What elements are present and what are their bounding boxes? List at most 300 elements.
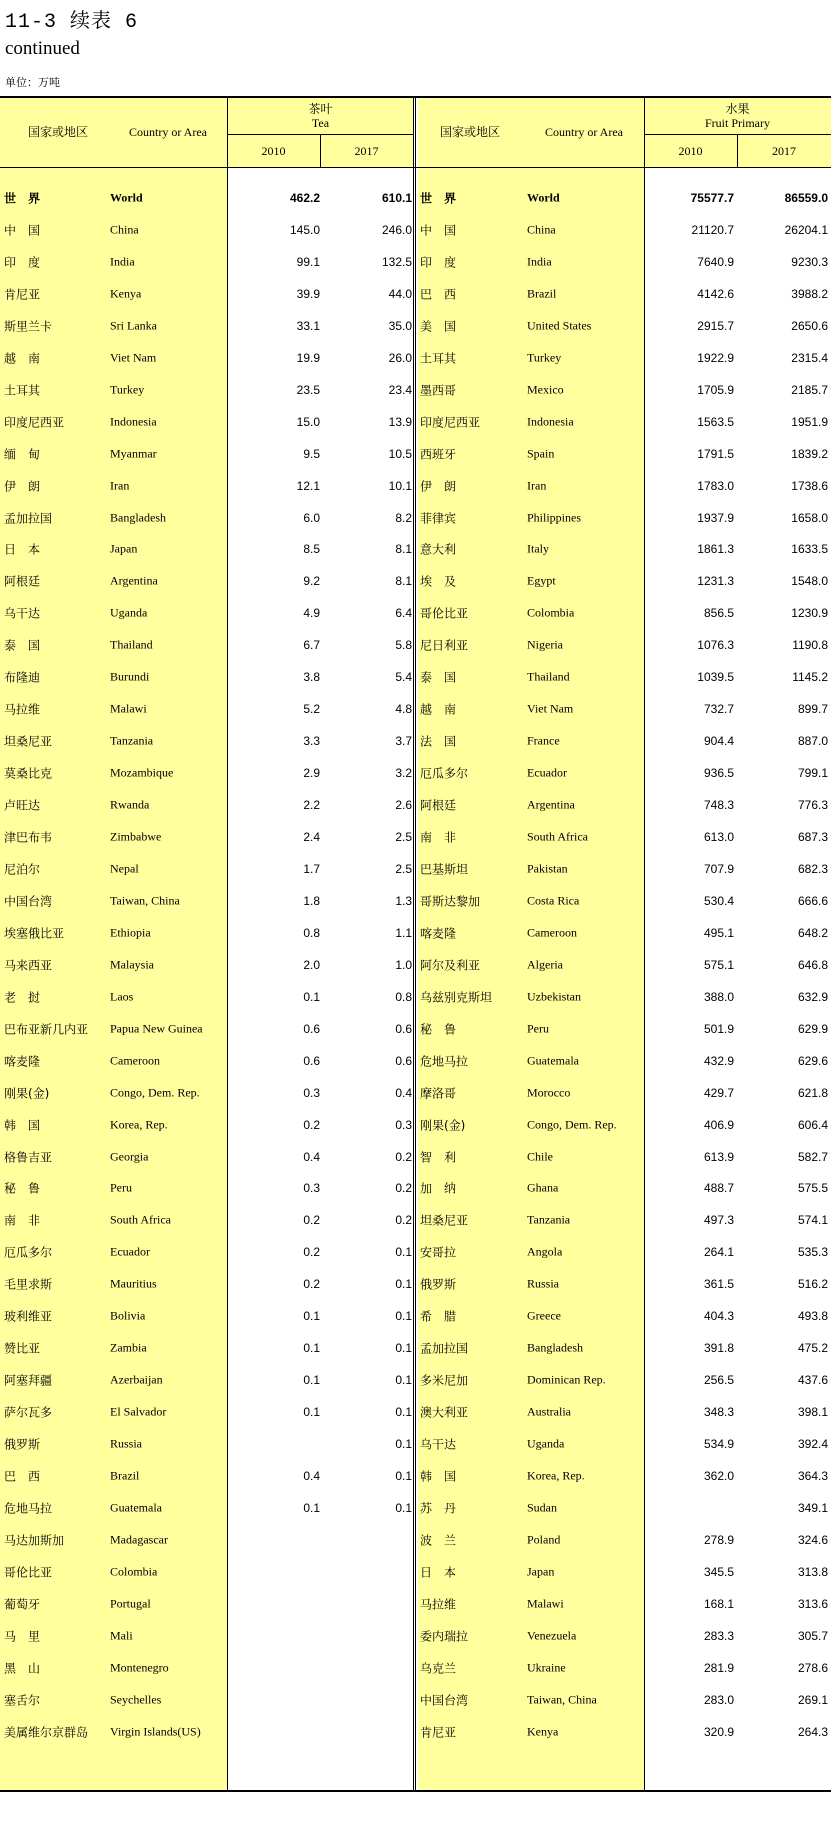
table-row: [0, 853, 831, 885]
fruit-country-en: Turkey: [527, 350, 562, 365]
fruit-country-en: Cameroon: [527, 925, 577, 940]
tea-country-cn: 乌干达: [4, 606, 41, 621]
fruit-value-2010: 495.1: [703, 925, 734, 940]
tea-value-2017: 0.6: [395, 1021, 412, 1036]
fruit-value-2017: 632.9: [797, 989, 828, 1004]
tea-value-2010: 39.9: [296, 286, 320, 301]
tea-country-en: Georgia: [110, 1149, 149, 1163]
tea-country-en: Sri Lanka: [110, 318, 157, 333]
fruit-country-cn: 埃 及: [420, 574, 457, 589]
table-row: [0, 406, 831, 438]
fruit-country-en: France: [527, 733, 560, 748]
tea-country-en: Montenegro: [110, 1660, 169, 1675]
tea-country-en: Thailand: [110, 637, 153, 652]
fruit-country-en: Congo, Dem. Rep.: [527, 1117, 617, 1132]
tea-country-en: Virgin Islands(US): [110, 1724, 201, 1739]
tea-value-2017: 10.5: [388, 446, 412, 461]
fruit-country-cn: 委内瑞拉: [420, 1629, 469, 1644]
table-row: [0, 1652, 831, 1684]
header-fruit-2010: 2010: [678, 144, 703, 158]
tea-country-cn: 伊 朗: [4, 479, 41, 494]
fruit-value-2010: 264.1: [703, 1245, 734, 1260]
fruit-value-2010: 7640.9: [697, 254, 734, 269]
tea-value-2017: 0.1: [395, 1500, 412, 1515]
fruit-value-2010: 432.9: [703, 1053, 734, 1068]
tea-country-cn: 坦桑尼亚: [4, 734, 53, 749]
table-row: [0, 310, 831, 342]
tea-value-2010: 9.2: [303, 574, 320, 589]
tea-country-cn: 阿塞拜疆: [4, 1373, 53, 1388]
tea-country-cn: 俄罗斯: [4, 1437, 41, 1452]
fruit-value-2010: 1076.3: [697, 638, 734, 653]
fruit-country-cn: 巴 西: [420, 287, 457, 302]
fruit-value-2010: 936.5: [703, 766, 734, 781]
header-en-country-right: Country or Area: [545, 125, 623, 139]
fruit-value-2017: 9230.3: [791, 254, 828, 269]
fruit-value-2010: 2915.7: [697, 318, 734, 333]
tea-value-2017: 0.1: [395, 1277, 412, 1292]
fruit-country-en: Ghana: [527, 1180, 559, 1195]
fruit-value-2017: 86559.0: [784, 191, 828, 205]
tea-country-en: Zimbabwe: [110, 829, 162, 844]
table-row: [0, 1172, 831, 1204]
tea-country-cn: 美属维尔京群岛: [4, 1725, 89, 1740]
header-tea-cn: 茶叶: [308, 102, 333, 116]
fruit-country-cn: 意大利: [420, 542, 457, 557]
fruit-value-2010: 406.9: [703, 1117, 734, 1132]
tea-country-en: Brazil: [110, 1468, 140, 1483]
fruit-country-cn: 希 腊: [420, 1309, 457, 1324]
fruit-value-2017: 776.3: [797, 798, 828, 813]
fruit-value-2017: 264.3: [797, 1724, 828, 1739]
table-row: [0, 597, 831, 629]
tea-country-en: Azerbaijan: [110, 1372, 163, 1387]
fruit-value-2017: 516.2: [797, 1277, 828, 1292]
tea-country-en: Ethiopia: [110, 925, 151, 940]
fruit-value-2017: 2185.7: [791, 382, 828, 397]
fruit-value-2017: 582.7: [797, 1149, 828, 1164]
fruit-country-cn: 肯尼亚: [420, 1725, 457, 1740]
fruit-country-cn: 阿尔及利亚: [420, 958, 481, 973]
tea-value-2017: 0.2: [395, 1181, 412, 1196]
fruit-value-2010: 1922.9: [697, 350, 734, 365]
fruit-country-en: Poland: [527, 1532, 561, 1547]
tea-country-cn: 布隆迪: [4, 670, 41, 685]
tea-country-cn: 尼泊尔: [4, 862, 41, 877]
fruit-value-2010: 21120.7: [691, 222, 734, 237]
fruit-country-en: Uzbekistan: [527, 989, 581, 1004]
tea-value-2010: 2.9: [303, 766, 320, 781]
tea-value-2017: 35.0: [388, 318, 412, 333]
tea-value-2017: 246.0: [381, 222, 412, 237]
fruit-value-2017: 26204.1: [784, 222, 828, 237]
fruit-value-2017: 1951.9: [791, 414, 828, 429]
tea-value-2010: 0.3: [303, 1085, 320, 1100]
fruit-value-2010: 348.3: [703, 1405, 734, 1420]
fruit-country-cn: 菲律宾: [420, 511, 457, 525]
fruit-country-en: Peru: [527, 1021, 549, 1036]
tea-country-cn: 刚果(金): [4, 1086, 50, 1101]
tea-value-2017: 23.4: [388, 382, 412, 397]
tea-country-cn: 孟加拉国: [4, 511, 53, 525]
table-row: [0, 182, 831, 214]
fruit-country-en: Colombia: [527, 605, 575, 620]
fruit-value-2017: 1145.2: [792, 670, 828, 685]
table-row: [0, 1204, 831, 1236]
fruit-value-2010: 404.3: [703, 1309, 734, 1324]
tea-value-2010: 1.7: [303, 861, 320, 876]
tea-value-2010: 19.9: [296, 350, 320, 365]
tea-value-2010: 5.2: [303, 702, 320, 717]
tea-value-2010: 0.4: [303, 1149, 320, 1164]
fruit-country-en: World: [527, 190, 560, 205]
fruit-country-en: Egypt: [527, 573, 556, 588]
table-row: [0, 1556, 831, 1588]
tea-value-2017: 1.3: [395, 893, 412, 908]
fruit-country-cn: 苏 丹: [420, 1501, 457, 1516]
fruit-value-2010: 1861.3: [697, 542, 734, 557]
fruit-country-cn: 马拉维: [420, 1597, 457, 1612]
table-row: [0, 342, 831, 374]
fruit-value-2017: 621.8: [797, 1085, 828, 1100]
tea-country-en: Seychelles: [110, 1692, 162, 1707]
tea-country-cn: 喀麦隆: [4, 1054, 41, 1069]
tea-value-2010: 9.5: [303, 446, 320, 461]
table-row: [0, 1620, 831, 1652]
fruit-value-2010: 1783.0: [697, 478, 734, 493]
fruit-value-2017: 887.0: [797, 734, 828, 749]
tea-country-cn: 巴 西: [4, 1469, 41, 1484]
fruit-country-cn: 南 非: [420, 830, 457, 845]
table-row: [0, 374, 831, 406]
tea-value-2017: 0.1: [395, 1437, 412, 1452]
table-row: [0, 885, 831, 917]
tea-value-2010: 1.8: [303, 893, 320, 908]
table-row: [0, 725, 831, 757]
fruit-value-2010: 1563.5: [697, 414, 734, 429]
tea-value-2010: 0.1: [303, 1309, 320, 1324]
tea-country-cn: 葡萄牙: [4, 1597, 41, 1612]
tea-country-cn: 南 非: [4, 1213, 41, 1228]
header-fruit-en: Fruit Primary: [705, 116, 770, 130]
fruit-value-2010: 391.8: [703, 1341, 734, 1356]
tea-value-2017: 5.4: [395, 670, 412, 685]
fruit-value-2017: 1658.0: [791, 510, 828, 525]
tea-country-en: Taiwan, China: [110, 893, 180, 908]
tea-country-en: Zambia: [110, 1340, 147, 1355]
tea-country-cn: 印 度: [4, 255, 41, 270]
tea-country-cn: 斯里兰卡: [4, 319, 53, 334]
tea-value-2010: 0.3: [303, 1181, 320, 1196]
fruit-country-en: Argentina: [527, 797, 575, 812]
tea-value-2017: 5.8: [395, 638, 412, 653]
tea-country-en: South Africa: [110, 1212, 171, 1227]
tea-value-2010: 0.1: [303, 1500, 320, 1515]
fruit-value-2017: 1738.6: [791, 478, 828, 493]
fruit-value-2017: 269.1: [797, 1692, 828, 1707]
tea-country-en: Iran: [110, 478, 130, 493]
tea-value-2017: 44.0: [388, 286, 412, 301]
tea-country-cn: 马达加斯加: [4, 1533, 65, 1548]
fruit-country-en: Guatemala: [527, 1053, 579, 1068]
fruit-country-en: Viet Nam: [527, 701, 574, 716]
fruit-value-2010: 256.5: [703, 1373, 734, 1388]
tea-country-cn: 印度尼西亚: [4, 415, 65, 430]
fruit-country-en: Kenya: [527, 1724, 559, 1739]
tea-value-2017: 13.9: [388, 414, 412, 429]
table-row: [0, 757, 831, 789]
fruit-country-en: China: [527, 222, 556, 237]
tea-country-cn: 世 界: [4, 191, 41, 206]
fruit-value-2010: 1937.9: [697, 510, 734, 525]
fruit-country-cn: 刚果(金): [420, 1118, 466, 1133]
fruit-country-en: Brazil: [527, 286, 557, 301]
tea-country-en: China: [110, 222, 139, 237]
fruit-country-en: Bangladesh: [527, 1340, 583, 1355]
fruit-country-cn: 摩洛哥: [420, 1086, 457, 1101]
fruit-country-cn: 哥斯达黎加: [420, 894, 481, 909]
tea-country-en: Turkey: [110, 382, 145, 397]
fruit-country-en: Morocco: [527, 1085, 571, 1100]
fruit-country-en: Angola: [527, 1244, 563, 1259]
fruit-value-2010: 168.1: [703, 1596, 734, 1611]
fruit-value-2017: 1190.8: [792, 638, 828, 653]
fruit-country-en: Australia: [527, 1404, 571, 1419]
fruit-country-en: Russia: [527, 1276, 560, 1291]
tea-value-2017: 132.5: [381, 254, 412, 269]
fruit-value-2010: 707.9: [703, 861, 734, 876]
table-row: [0, 661, 831, 693]
fruit-country-en: Pakistan: [527, 861, 568, 876]
tea-country-cn: 缅 甸: [4, 447, 41, 462]
tea-value-2010: 0.1: [303, 1341, 320, 1356]
tea-value-2010: 0.1: [303, 1405, 320, 1420]
table-row: [0, 246, 831, 278]
tea-value-2017: 0.2: [395, 1149, 412, 1164]
fruit-country-en: Malawi: [527, 1596, 564, 1611]
fruit-value-2017: 666.6: [797, 893, 828, 908]
table-row: [0, 1077, 831, 1109]
fruit-country-en: India: [527, 254, 552, 269]
tea-value-2010: 4.9: [303, 606, 320, 621]
fruit-value-2010: 530.4: [703, 893, 734, 908]
tea-value-2017: 3.7: [395, 734, 412, 749]
header-cn-country-right: 国家或地区: [439, 125, 500, 139]
tea-country-en: Rwanda: [110, 797, 150, 812]
fruit-country-cn: 韩 国: [420, 1469, 457, 1484]
fruit-country-cn: 泰 国: [420, 670, 457, 685]
table-row: [0, 533, 831, 565]
tea-country-en: Mali: [110, 1628, 133, 1643]
fruit-country-cn: 中国台湾: [420, 1693, 469, 1708]
tea-country-cn: 哥伦比亚: [4, 1565, 53, 1580]
fruit-country-cn: 乌干达: [420, 1437, 457, 1452]
tea-value-2017: 3.2: [395, 766, 412, 781]
tea-value-2010: 0.1: [303, 1373, 320, 1388]
fruit-value-2017: 398.1: [797, 1405, 828, 1420]
fruit-country-cn: 智 利: [420, 1150, 457, 1164]
tea-country-en: El Salvador: [110, 1404, 167, 1419]
tea-value-2010: 99.1: [296, 254, 320, 269]
table-row: [0, 1684, 831, 1716]
tea-value-2017: 2.5: [395, 830, 412, 844]
tea-country-en: Mauritius: [110, 1276, 157, 1291]
fruit-country-en: Venezuela: [527, 1628, 577, 1643]
table-row: [0, 1396, 831, 1428]
tea-country-en: Malaysia: [110, 957, 154, 972]
fruit-country-cn: 巴基斯坦: [420, 862, 469, 877]
unit-label: 单位：万吨: [5, 76, 60, 89]
fruit-value-2017: 364.3: [797, 1469, 828, 1483]
tea-country-cn: 埃塞俄比亚: [4, 926, 65, 941]
fruit-country-en: South Africa: [527, 829, 588, 844]
fruit-value-2010: 283.0: [703, 1692, 734, 1707]
tea-country-cn: 巴布亚新几内亚: [4, 1022, 89, 1037]
fruit-value-2010: 748.3: [703, 798, 734, 813]
tea-country-en: Peru: [110, 1180, 132, 1195]
tea-country-en: World: [110, 190, 143, 205]
fruit-value-2010: 388.0: [703, 989, 734, 1004]
tea-country-cn: 危地马拉: [4, 1501, 53, 1516]
fruit-country-en: Korea, Rep.: [527, 1468, 585, 1483]
tea-value-2010: 0.2: [303, 1117, 320, 1132]
fruit-value-2010: 732.7: [703, 702, 734, 717]
tea-country-en: Papua New Guinea: [110, 1021, 203, 1036]
fruit-country-cn: 安哥拉: [420, 1245, 457, 1260]
tea-country-en: Colombia: [110, 1564, 158, 1579]
tea-value-2010: 2.4: [303, 830, 320, 844]
fruit-value-2010: 1039.5: [697, 670, 734, 685]
tea-country-en: Congo, Dem. Rep.: [110, 1085, 200, 1100]
header-fruit-2017: 2017: [772, 144, 796, 158]
fruit-country-cn: 孟加拉国: [420, 1341, 469, 1356]
fruit-country-cn: 哥伦比亚: [420, 606, 469, 621]
continued-subtitle: continued: [5, 38, 80, 59]
tea-country-cn: 格鲁吉亚: [4, 1150, 53, 1164]
tea-country-en: Portugal: [110, 1596, 151, 1611]
fruit-value-2017: 646.8: [797, 957, 828, 972]
tea-value-2017: 0.1: [395, 1309, 412, 1324]
fruit-country-en: Indonesia: [527, 414, 574, 429]
fruit-country-cn: 世 界: [420, 191, 457, 206]
fruit-country-cn: 乌兹别克斯坦: [420, 990, 493, 1005]
fruit-country-en: Chile: [527, 1149, 553, 1163]
tea-value-2017: 1.1: [395, 925, 412, 940]
tea-country-cn: 卢旺达: [4, 798, 41, 813]
fruit-country-en: United States: [527, 318, 592, 333]
tea-value-2010: 0.8: [303, 925, 320, 940]
fruit-value-2017: 648.2: [797, 925, 828, 940]
tea-country-en: Cameroon: [110, 1053, 160, 1068]
fruit-value-2010: 362.0: [703, 1469, 734, 1483]
fruit-country-cn: 法 国: [420, 734, 457, 749]
fruit-value-2017: 1839.2: [791, 446, 828, 461]
table-row: [0, 1332, 831, 1364]
tea-value-2017: 8.1: [395, 574, 412, 589]
fruit-country-cn: 秘 鲁: [420, 1022, 457, 1037]
table-number-title: 11-3 续表 6: [5, 11, 139, 34]
fruit-country-cn: 伊 朗: [420, 479, 457, 494]
tea-country-en: Argentina: [110, 573, 158, 588]
tea-country-cn: 萨尔瓦多: [4, 1405, 53, 1420]
fruit-value-2010: 904.4: [703, 734, 734, 749]
tea-country-cn: 厄瓜多尔: [4, 1245, 53, 1260]
fruit-value-2017: 682.3: [797, 861, 828, 876]
fruit-country-en: Taiwan, China: [527, 1692, 597, 1707]
tea-value-2017: 0.6: [395, 1053, 412, 1068]
fruit-country-cn: 多米尼加: [420, 1373, 469, 1388]
tea-country-cn: 黑 山: [4, 1661, 41, 1676]
fruit-country-en: Philippines: [527, 510, 582, 524]
fruit-country-en: Mexico: [527, 382, 564, 397]
tea-country-en: Japan: [110, 541, 138, 556]
fruit-value-2017: 535.3: [797, 1245, 828, 1260]
fruit-value-2017: 575.5: [797, 1181, 828, 1196]
fruit-value-2017: 313.6: [797, 1596, 828, 1611]
tea-value-2010: 0.2: [303, 1245, 320, 1260]
fruit-value-2010: 278.9: [703, 1532, 734, 1547]
fruit-country-en: Uganda: [527, 1436, 565, 1451]
fruit-value-2010: 429.7: [703, 1085, 734, 1100]
table-row: [0, 1460, 831, 1492]
tea-value-2010: 33.1: [296, 318, 320, 333]
table-row: [0, 917, 831, 949]
fruit-value-2017: 392.4: [797, 1437, 828, 1452]
fruit-country-en: Ukraine: [527, 1660, 566, 1675]
tea-country-cn: 塞舌尔: [4, 1693, 41, 1708]
tea-country-en: Malawi: [110, 701, 147, 716]
tea-country-en: Nepal: [110, 861, 139, 876]
fruit-value-2017: 493.8: [797, 1309, 828, 1324]
tea-value-2017: 0.1: [395, 1469, 412, 1483]
table-row: [0, 438, 831, 470]
tea-value-2017: 0.1: [395, 1373, 412, 1388]
fruit-value-2010: 345.5: [703, 1564, 734, 1579]
fruit-value-2010: 75577.7: [690, 191, 734, 205]
tea-country-en: Tanzania: [110, 733, 154, 748]
table-row: [0, 1588, 831, 1620]
fruit-country-cn: 喀麦隆: [420, 926, 457, 941]
tea-country-en: India: [110, 254, 135, 269]
tea-country-cn: 韩 国: [4, 1118, 41, 1133]
fruit-country-cn: 印度尼西亚: [420, 415, 481, 430]
table-row: [0, 1236, 831, 1268]
fruit-value-2010: 1705.9: [697, 382, 734, 397]
fruit-value-2017: 899.7: [797, 702, 828, 717]
table-row: [0, 502, 831, 534]
header-fruit-cn: 水果: [725, 102, 750, 116]
fruit-country-en: Ecuador: [527, 765, 567, 780]
fruit-value-2010: 613.0: [703, 830, 734, 844]
fruit-value-2010: 497.3: [703, 1213, 734, 1228]
fruit-country-cn: 土耳其: [420, 351, 457, 366]
table-row: [0, 1268, 831, 1300]
fruit-country-cn: 乌克兰: [420, 1661, 457, 1676]
tea-country-en: Myanmar: [110, 446, 157, 461]
tea-country-en: Uganda: [110, 605, 148, 620]
tea-country-cn: 中国台湾: [4, 894, 53, 909]
fruit-country-cn: 阿根廷: [420, 798, 457, 813]
data-table: [0, 96, 831, 1792]
fruit-value-2017: 2650.6: [791, 318, 828, 333]
tea-country-en: Russia: [110, 1436, 143, 1451]
header-cn-country-left: 国家或地区: [27, 125, 88, 139]
tea-country-cn: 阿根廷: [4, 574, 41, 589]
fruit-country-cn: 中 国: [420, 223, 457, 238]
tea-country-en: Indonesia: [110, 414, 157, 429]
tea-country-cn: 赞比亚: [4, 1341, 41, 1356]
fruit-value-2017: 687.3: [797, 830, 828, 844]
